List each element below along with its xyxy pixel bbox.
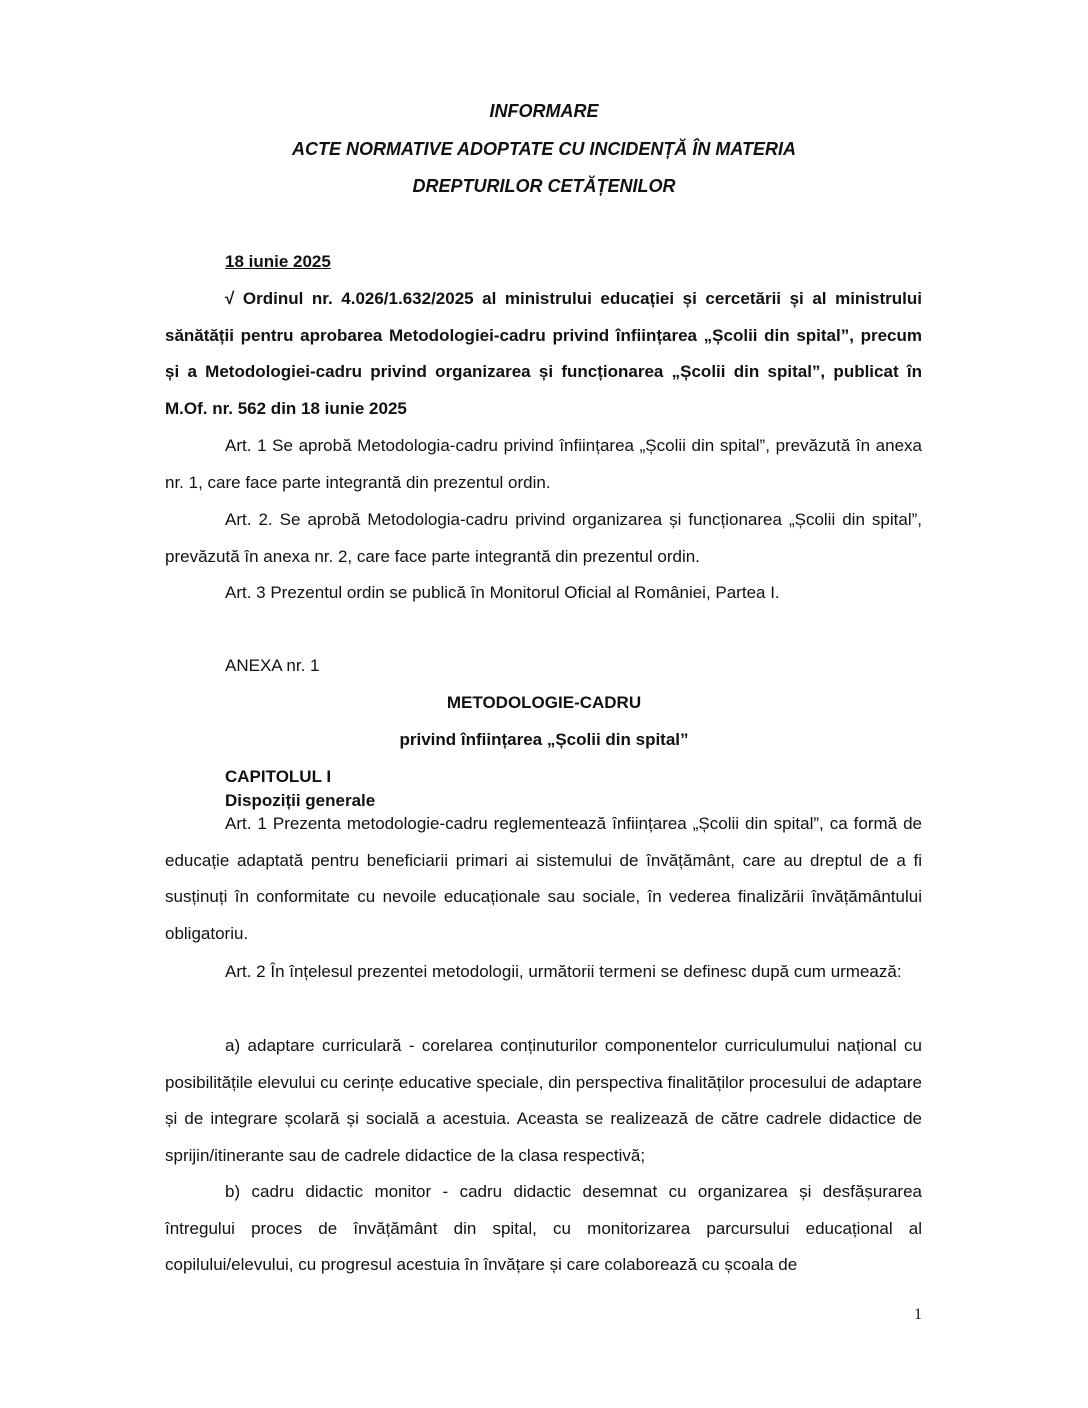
annex-article-1: Art. 1 Prezenta metodologie-cadru reglementează înființarea „Școlii din spital”, ca formă de educație adaptată pentru beneficiarii primari ai sistemului de învățământ, care au dreptul de a fi susținuți în conformitate cu nevoile educaționale sau sociale, în vederea finalizării învățământului obligatoriu. (165, 814, 922, 943)
chapter-title: Dispoziții generale (225, 791, 376, 810)
annex-title: METODOLOGIE-CADRU (446, 693, 642, 712)
annex-article-2: Art. 2 În înțelesul prezentei metodologii, următorii termeni se definesc după cum urmează: (225, 962, 902, 981)
header-subtitle-2: DREPTURILOR CETĂȚENILOR (412, 176, 676, 196)
definition-a: a) adaptare curriculară - corelarea conținuturilor componentelor curriculumului național cu posibilitățile elevului cu cerințe educative speciale, din perspectiva finalităților procesului de adaptare și de integrare școlară și socială a acestuia. Aceasta se realizează de către cadrele didactice de sprijin/itinerante sau de cadrele didactice de la clasa respectivă; (165, 1036, 922, 1165)
order-article-3: Art. 3 Prezentul ordin se publică în Monitorul Oficial al României, Partea I. (225, 583, 780, 602)
header-subtitle: ACTE NORMATIVE ADOPTATE CU INCIDENȚĂ ÎN MATERIA (292, 139, 796, 159)
annex-subtitle: privind înființarea „Școlii din spital” (399, 730, 689, 749)
order-title: √ Ordinul nr. 4.026/1.632/2025 al ministrului educației și cercetării și al ministrului sănătății pentru aprobarea Metodologiei-cadru privind înființarea „Școlii din spital”, precum și a Metodologiei-cadru privind organizarea și funcționarea „Școlii din spital”, publicat în M.Of. nr. 562 din 18 iunie 2025 (165, 289, 922, 418)
document-date: 18 iunie 2025 (225, 252, 331, 271)
annex-label: ANEXA nr. 1 (225, 656, 320, 675)
definition-b: b) cadru didactic monitor - cadru didactic desemnat cu organizarea și desfășurarea întregului proces de învățământ din spital, cu monitorizarea parcursului educațional al copilului/elevului, cu progresul acestuia în învățare și care colaborează cu școala de (165, 1182, 922, 1274)
order-article-2: Art. 2. Se aprobă Metodologia-cadru privind organizarea și funcționarea „Școlii din spital”, prevăzută în anexa nr. 2, care face parte integrantă din prezentul ordin. (165, 510, 922, 566)
chapter-heading: CAPITOLUL I (225, 767, 332, 786)
header-title: INFORMARE (489, 101, 599, 121)
page-number: 1 (914, 1306, 922, 1323)
order-article-1: Art. 1 Se aprobă Metodologia-cadru privind înființarea „Școlii din spital”, prevăzută în anexa nr. 1, care face parte integrantă din prezentul ordin. (165, 436, 922, 492)
